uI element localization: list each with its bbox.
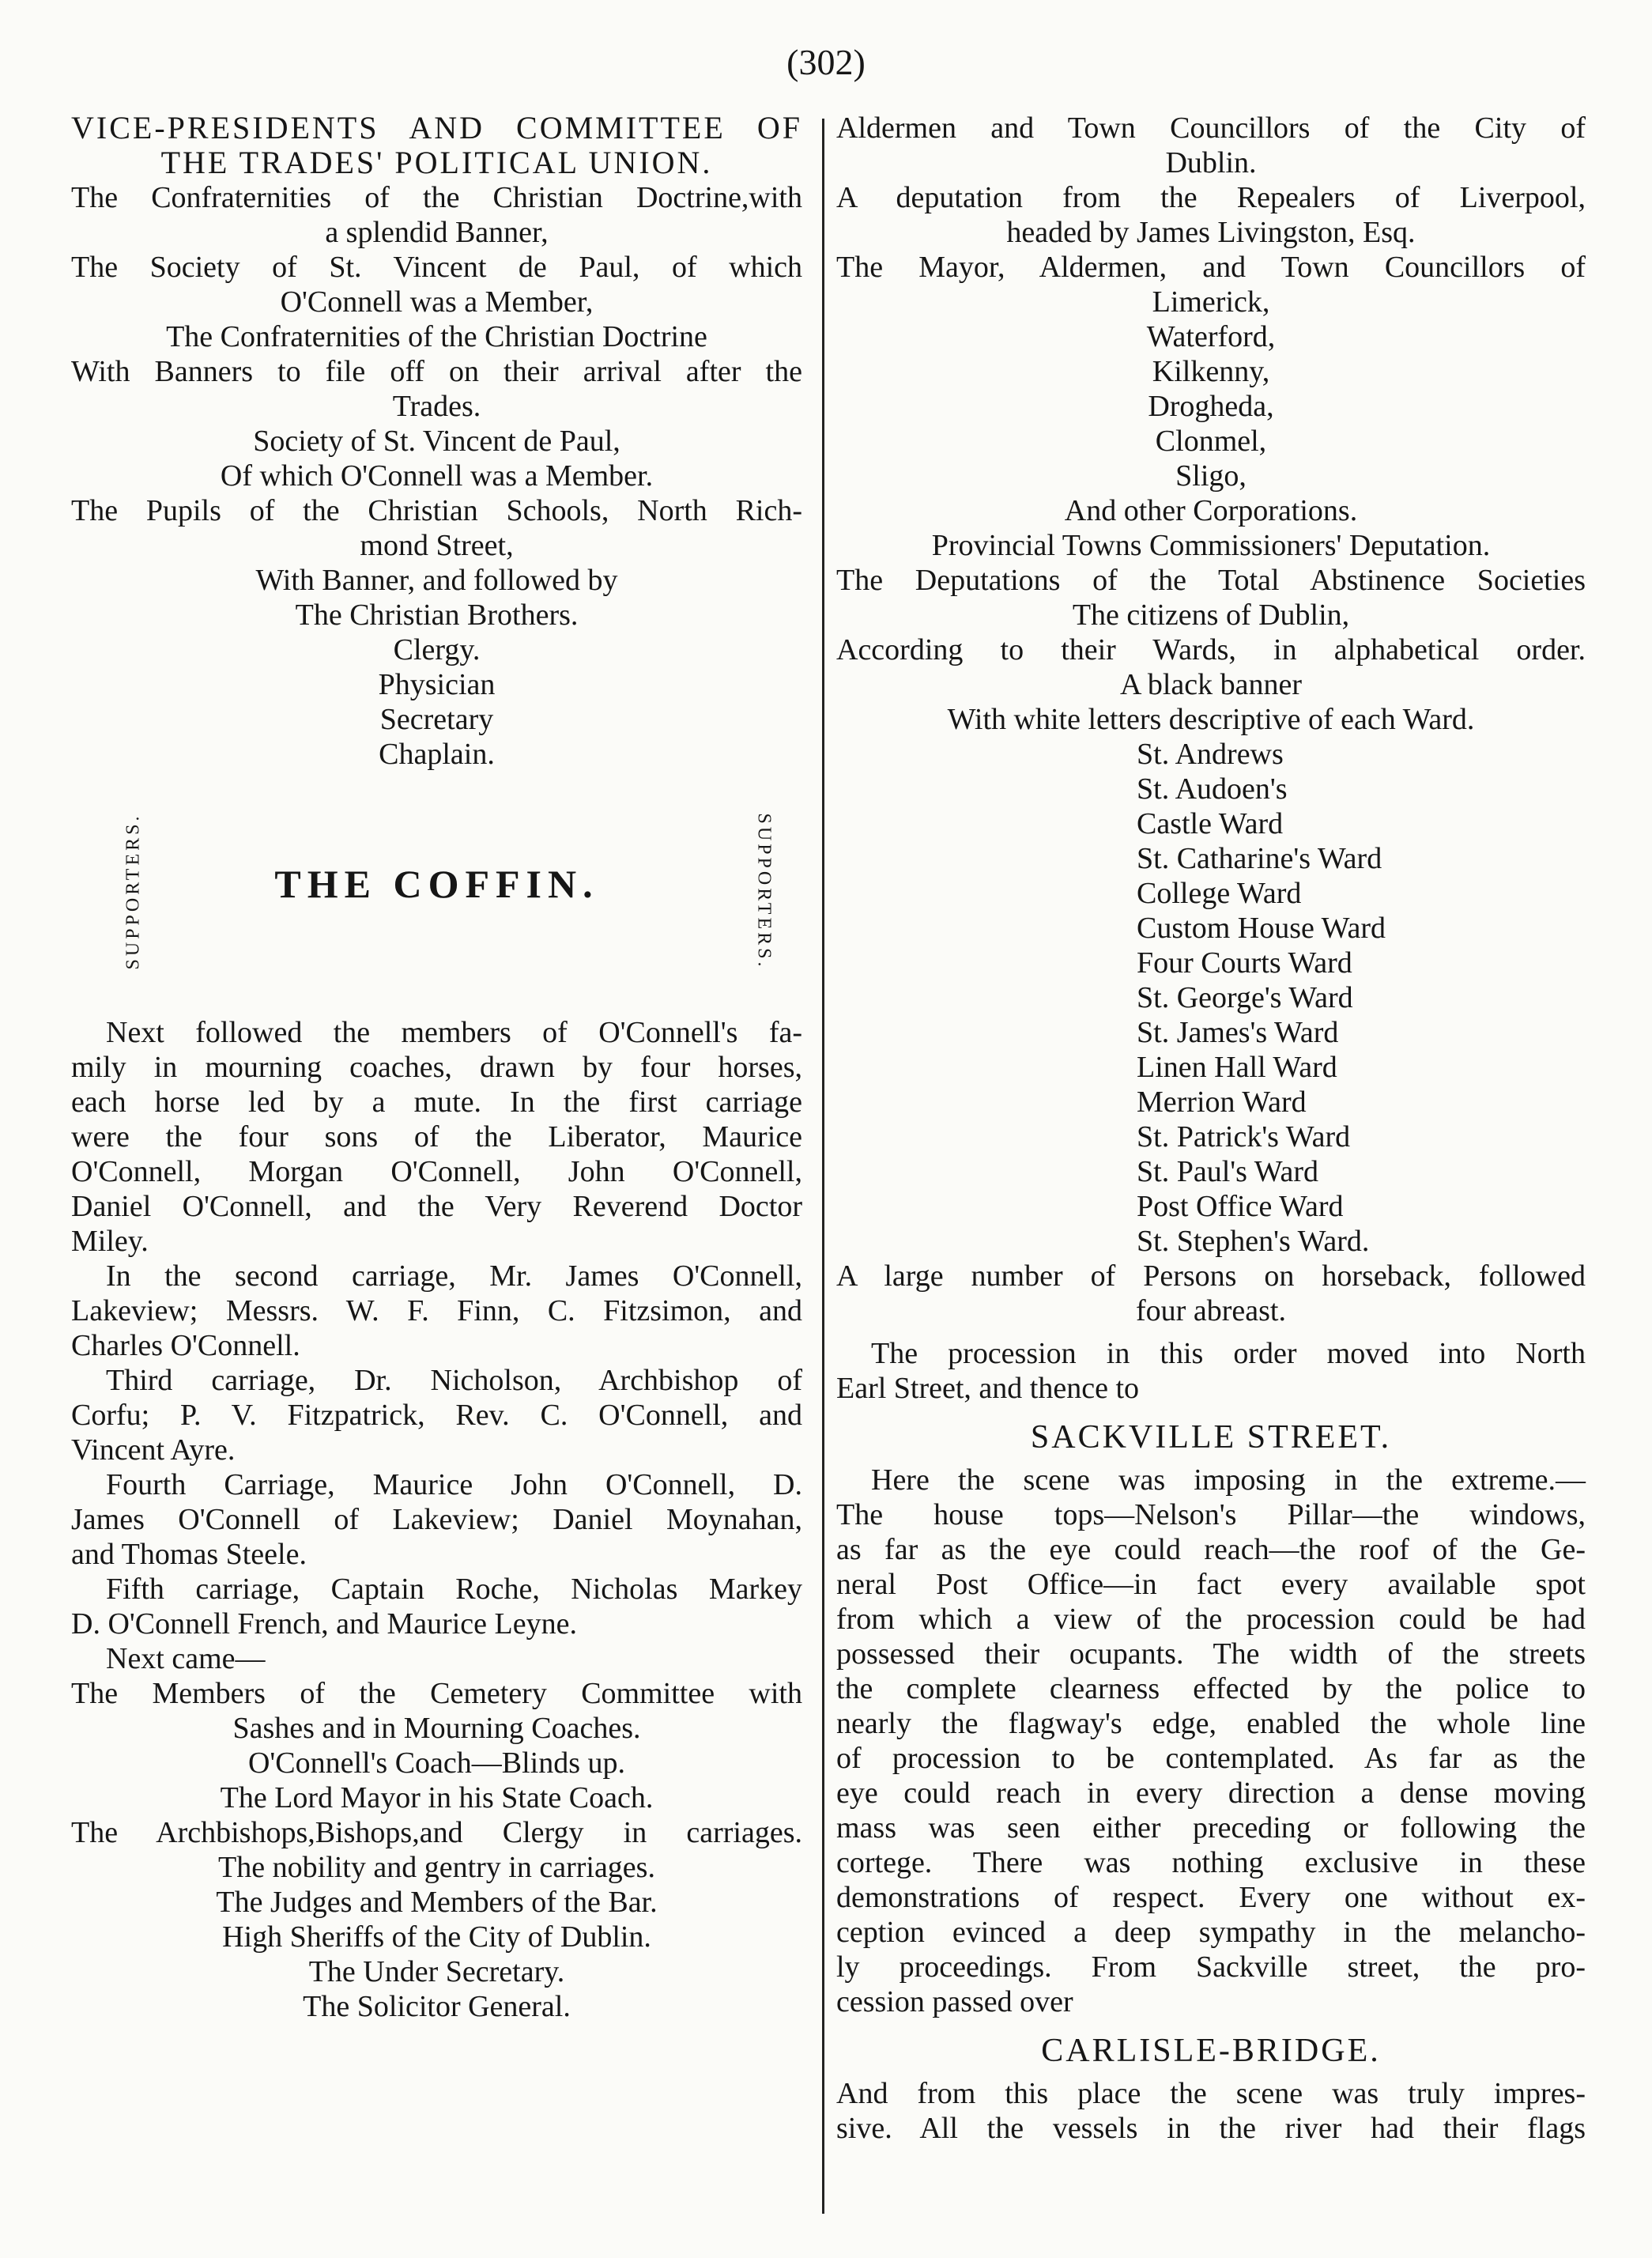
ward-item: St. Catharine's Ward [1137, 842, 1382, 875]
procession-line: A deputation from the Repealers of Liverpool, [836, 181, 1586, 214]
procession-line: Trades. [392, 390, 481, 423]
ward-item: Post Office Ward [1137, 1190, 1344, 1223]
paragraph-line: Corfu; P. V. Fitzpatrick, Rev. C. O'Connell, and [71, 1399, 802, 1432]
paragraph-line: sive. All the vessels in the river had their flags [836, 2112, 1586, 2145]
procession-line: Physician [378, 668, 496, 701]
paragraph-line: The house tops—Nelson's Pillar—the windows, [836, 1498, 1586, 1531]
paragraph-line: neral Post Office—in fact every available spot [836, 1568, 1586, 1601]
procession-line: Chaplain. [379, 738, 495, 771]
paragraph-line: mass was seen either preceding or following the [836, 1811, 1586, 1845]
column-rule [822, 119, 824, 2214]
ward-item: Merrion Ward [1137, 1086, 1307, 1119]
procession-line: Waterford, [1146, 320, 1276, 353]
paragraph-line: demonstrations of respect. Every one without ex- [836, 1881, 1586, 1914]
coffin-block [71, 778, 802, 1015]
procession-line: The Society of St. Vincent de Paul, of which [71, 251, 802, 284]
paragraph-line: Vincent Ayre. [71, 1433, 236, 1467]
ward-item: St. Patrick's Ward [1137, 1120, 1351, 1154]
paragraph-line: Daniel O'Connell, and the Very Reverend Doctor [71, 1190, 802, 1223]
procession-line: High Sheriffs of the City of Dublin. [222, 1920, 651, 1954]
paragraph-line: O'Connell, Morgan O'Connell, John O'Connell, [71, 1155, 802, 1188]
procession-line: The citizens of Dublin, [1072, 598, 1350, 632]
ward-item: St. Stephen's Ward. [1137, 1225, 1370, 1258]
paragraph-line: eye could reach in every direction a dense moving [836, 1777, 1586, 1810]
procession-line: The Archbishops,Bishops,and Clergy in carriages. [71, 1816, 802, 1849]
procession-line: mond Street, [360, 529, 514, 562]
ward-item: St. Andrews [1137, 738, 1284, 771]
paragraph-line: Charles O'Connell. [71, 1329, 300, 1362]
paragraph-line: Lakeview; Messrs. W. F. Finn, C. Fitzsimon, and [71, 1294, 802, 1327]
paragraph-line: Third carriage, Dr. Nicholson, Archbishop of [106, 1364, 802, 1397]
paragraph-line: James O'Connell of Lakeview; Daniel Moynahan, [71, 1503, 802, 1536]
procession-line: The Solicitor General. [303, 1990, 571, 2023]
paragraph-line: Next followed the members of O'Connell's fa- [106, 1016, 802, 1049]
paragraph-line: Fourth Carriage, Maurice John O'Connell, D. [106, 1468, 802, 1501]
procession-line: The Pupils of the Christian Schools, North Rich- [71, 494, 802, 527]
procession-line: The Confraternities of the Christian Doctrine [166, 320, 707, 353]
ward-item: College Ward [1137, 877, 1302, 910]
paragraph-line: In the second carriage, Mr. James O'Connell, [106, 1259, 802, 1293]
page-number: (302) [786, 42, 866, 82]
ward-item: St. George's Ward [1137, 981, 1353, 1014]
procession-line: A black banner [1119, 668, 1303, 701]
ward-item: Castle Ward [1137, 807, 1284, 840]
procession-line: With Banners to file off on their arrival after the [71, 355, 802, 388]
procession-line: Provincial Towns Commissioners' Deputation. [931, 529, 1491, 562]
procession-line: Sashes and in Mourning Coaches. [232, 1712, 641, 1745]
paragraph-line: nearly the flagway's edge, enabled the whole line [836, 1707, 1586, 1740]
left-column [71, 111, 802, 2024]
procession-line: According to their Wards, in alphabetical order. [836, 633, 1586, 666]
procession-line: The Confraternities of the Christian Doctrine,with [71, 181, 802, 214]
paragraph-line: And from this place the scene was truly impres- [836, 2077, 1586, 2110]
paragraph-line: possessed their ocupants. The width of the streets [836, 1637, 1586, 1671]
procession-line: a splendid Banner, [325, 216, 549, 249]
procession-line: O'Connell's Coach—Blinds up. [247, 1746, 626, 1780]
paragraph-line: Next came— [106, 1642, 266, 1675]
paragraph-line: were the four sons of the Liberator, Maurice [71, 1120, 802, 1154]
procession-line: Society of St. Vincent de Paul, [253, 425, 620, 458]
right-column [836, 111, 1586, 2146]
procession-line: Drogheda, [1148, 390, 1274, 423]
carlisle-bridge-heading: CARLISLE-BRIDGE. [1041, 2033, 1381, 2069]
paragraph-line: the complete clearness effected by the police to [836, 1672, 1586, 1705]
paragraph-line: as far as the eye could reach—the roof of the Ge- [836, 1533, 1586, 1566]
procession-line: The Under Secretary. [308, 1955, 565, 1988]
ward-item: St. Audoen's [1137, 772, 1288, 806]
procession-line: The Deputations of the Total Abstinence Societies [836, 564, 1586, 597]
procession-line: Clonmel, [1155, 425, 1267, 458]
paragraph-line: A large number of Persons on horseback, followed [836, 1259, 1586, 1293]
ward-item: St. Paul's Ward [1137, 1155, 1319, 1188]
coffin-heading: THE COFFIN. [274, 862, 599, 906]
supporters-left-label: SUPPORTERS. [123, 813, 144, 970]
paragraph-line: ly proceedings. From Sackville street, the pro- [836, 1950, 1586, 1984]
paragraph-line: ception evinced a deep sympathy in the melancho- [836, 1916, 1586, 1949]
paragraph-line: Earl Street, and thence to [836, 1372, 1140, 1405]
procession-line: Kilkenny, [1152, 355, 1270, 388]
paragraph-line: from which a view of the procession could be had [836, 1603, 1586, 1636]
procession-line: The nobility and gentry in carriages. [218, 1851, 655, 1884]
procession-line: headed by James Livingston, Esq. [1006, 216, 1416, 249]
procession-line: The Members of the Cemetery Committee with [71, 1677, 802, 1710]
sackville-street-heading: SACKVILLE STREET. [1030, 1419, 1392, 1456]
paragraph-line: cortege. There was nothing exclusive in these [836, 1846, 1586, 1879]
committee-heading-line: VICE-PRESIDENTS AND COMMITTEE OF [71, 110, 802, 145]
procession-line: The Lord Mayor in his State Coach. [220, 1781, 654, 1814]
ward-item: Custom House Ward [1137, 912, 1386, 945]
procession-line: O'Connell was a Member, [280, 285, 594, 319]
paragraph-line: Miley. [71, 1225, 149, 1258]
paragraph-line: Fifth carriage, Captain Roche, Nicholas Markey [106, 1573, 802, 1606]
committee-heading-line: THE TRADES' POLITICAL UNION. [160, 145, 713, 180]
procession-line: Clergy. [393, 633, 481, 666]
procession-line: Dublin. [1165, 146, 1257, 179]
paragraph-line: Here the scene was imposing in the extreme.— [871, 1463, 1586, 1497]
paragraph-line: of procession to be contemplated. As far as the [836, 1742, 1586, 1775]
procession-line: Sligo, [1175, 459, 1247, 493]
supporters-right-label: SUPPORTERS. [753, 813, 775, 970]
procession-line: Limerick, [1152, 285, 1270, 319]
ward-item: St. James's Ward [1137, 1016, 1339, 1049]
ward-item: Linen Hall Ward [1137, 1051, 1337, 1084]
procession-line: The Christian Brothers. [295, 598, 579, 632]
paragraph-line: mily in mourning coaches, drawn by four horses, [71, 1051, 802, 1084]
procession-line: And other Corporations. [1064, 494, 1358, 527]
paragraph-line: each horse led by a mute. In the first carriage [71, 1086, 802, 1119]
paragraph-line: and Thomas Steele. [71, 1538, 307, 1571]
paragraph-line: cession passed over [836, 1985, 1073, 2018]
ward-item: Four Courts Ward [1137, 946, 1352, 980]
procession-line: With white letters descriptive of each Ward. [947, 703, 1475, 736]
paragraph-line: four abreast. [1136, 1294, 1286, 1327]
paragraph-line: The procession in this order moved into North [871, 1337, 1586, 1370]
procession-line: The Judges and Members of the Bar. [216, 1886, 658, 1919]
paragraph-line: D. O'Connell French, and Maurice Leyne. [71, 1607, 577, 1641]
procession-line: With Banner, and followed by [255, 564, 618, 597]
procession-line: Secretary [379, 703, 494, 736]
procession-line: The Mayor, Aldermen, and Town Councillors of [836, 251, 1586, 284]
procession-line: Of which O'Connell was a Member. [220, 459, 654, 493]
procession-line: Aldermen and Town Councillors of the City of [836, 111, 1586, 145]
